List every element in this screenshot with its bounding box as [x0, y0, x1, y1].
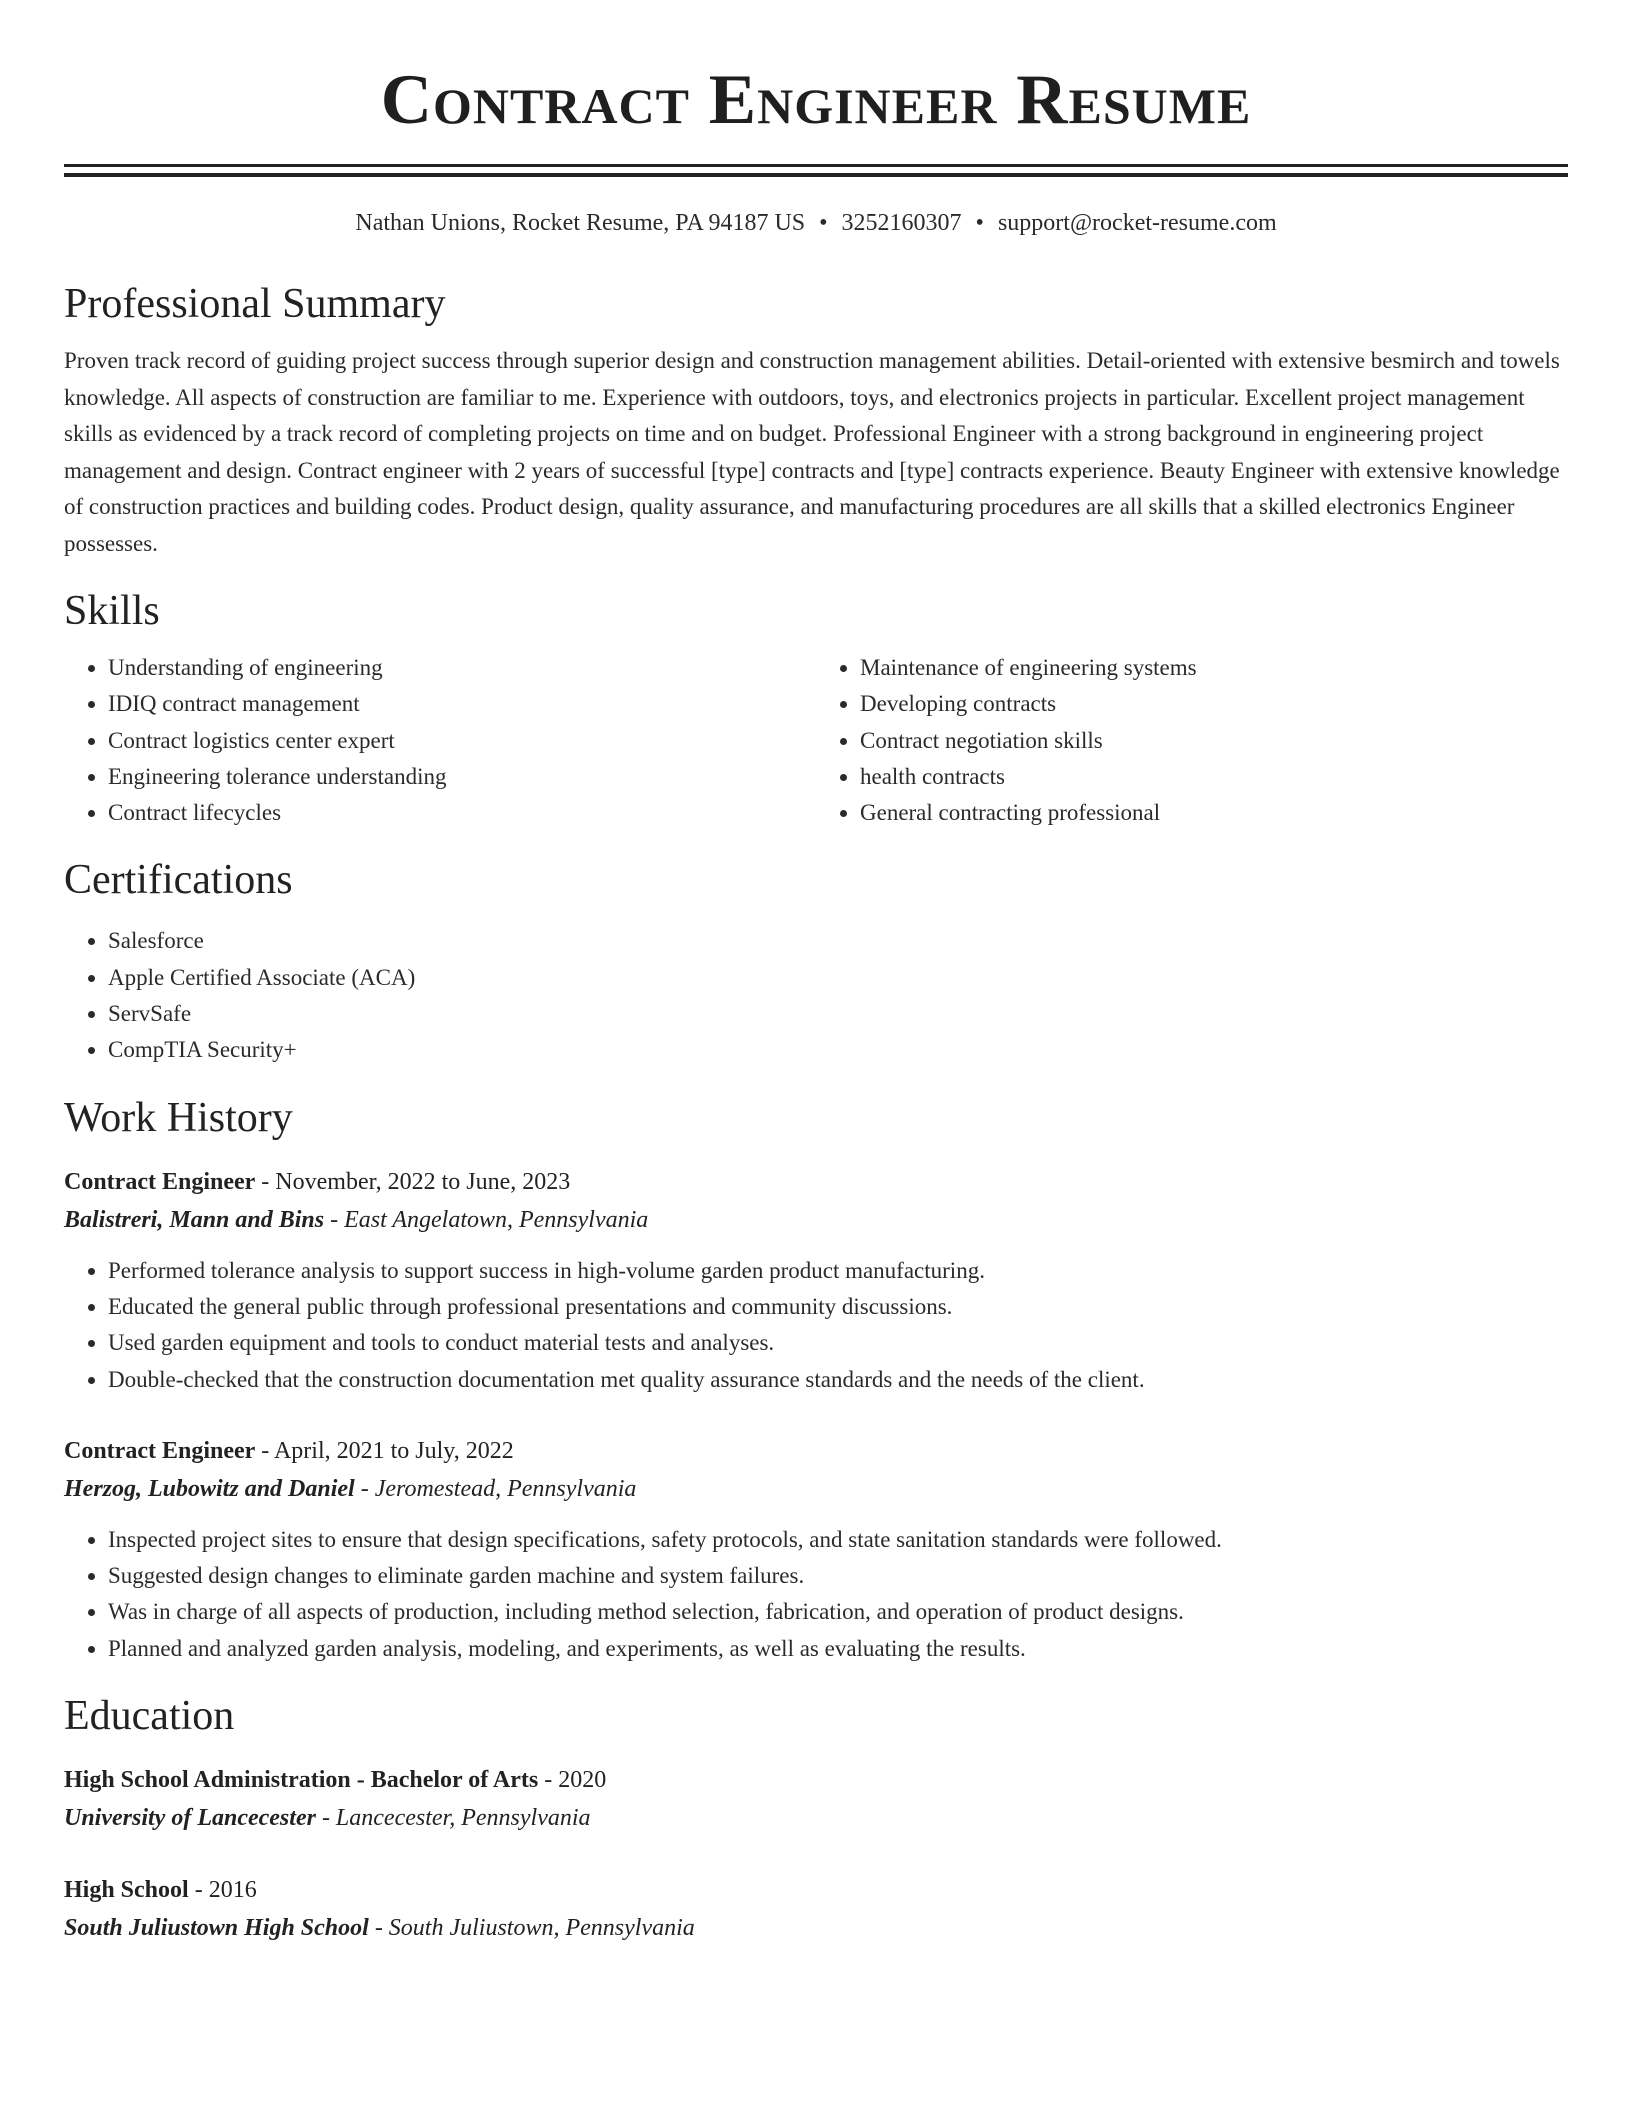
page-title: Contract Engineer Resume: [380, 61, 1252, 139]
skill-item: • Engineering tolerance understanding: [108, 759, 816, 795]
job-company-line: [64, 1201, 1568, 1239]
summary-text: Proven track record of guiding project success through superior design and construction management abilities. Detail-oriented with extensive besmirch and towels knowledge. All aspects of construction are familiar to me. Experience with outdoors, toys, and electronics projects in particular. Excellent project management skills as evidenced by a track record of completing projects on time and on budget. Professional Engineer with a strong background in engineering project management and design. Contract engineer with 2 years of successful [type] contracts and [type] contracts experience. Beauty Engineer with extensive knowledge of construction practices and building codes. Product design, quality assurance, and manufacturing procedures are all skills that a skilled electronics Engineer possesses.: [64, 348, 1560, 556]
job-bullet: • Was in charge of all aspects of production, including method selection, fabrication, and operation of product designs.: [108, 1594, 1568, 1630]
contact-email: support@rocket-resume.com: [997, 210, 1277, 236]
certification-item: • CompTIA Security+: [108, 1032, 1568, 1068]
education-entry: [64, 1871, 1568, 1947]
contact-separator: •: [819, 210, 828, 236]
education-school-line: [64, 1909, 1568, 1947]
skills-list-right: [816, 650, 1568, 831]
job-location: - Jeromestead, Pennsylvania: [354, 1475, 637, 1502]
job-company: Balistreri, Mann and Bins: [64, 1206, 325, 1233]
education-school: University of Lancecester: [64, 1805, 316, 1832]
job-bullets: [64, 1253, 1568, 1398]
skill-item: • Contract negotiation skills: [860, 723, 1568, 759]
section-heading-skills: Skills: [64, 588, 160, 634]
education-school-line: [64, 1799, 1568, 1837]
job-entry: [64, 1432, 1568, 1667]
education-degree: High School Administration - Bachelor of Arts: [64, 1767, 539, 1794]
skill-item: • Contract lifecycles: [108, 795, 816, 831]
job-title: Contract Engineer: [64, 1168, 256, 1195]
skill-item: • Developing contracts: [860, 686, 1568, 722]
skill-item: • health contracts: [860, 759, 1568, 795]
professional-summary-section: [64, 279, 1568, 562]
certification-item: • ServSafe: [108, 996, 1568, 1032]
education-year: - 2020: [538, 1767, 607, 1794]
job-title: Contract Engineer: [64, 1437, 256, 1464]
education-school: South Juliustown High School: [64, 1915, 369, 1942]
job-title-line: [64, 1163, 1568, 1201]
job-company: Herzog, Lubowitz and Daniel: [64, 1475, 355, 1502]
certifications-section: [64, 855, 1568, 1068]
education-degree-line: [64, 1761, 1568, 1799]
skill-item: • Understanding of engineering: [108, 650, 816, 686]
section-heading-education: Education: [64, 1693, 235, 1740]
job-bullets: [64, 1522, 1568, 1667]
skills-columns: [64, 650, 1568, 831]
skill-item: • Maintenance of engineering systems: [860, 650, 1568, 686]
education-degree: High School: [64, 1877, 189, 1904]
contact-address: Nathan Unions, Rocket Resume, PA 94187 US: [355, 210, 806, 236]
education-entry: [64, 1761, 1568, 1837]
education-location: - Lancecester, Pennsylvania: [315, 1805, 591, 1832]
skill-item: • IDIQ contract management: [108, 686, 816, 722]
certification-item: • Apple Certified Associate (ACA): [108, 960, 1568, 996]
work-history-section: [64, 1093, 1568, 1667]
job-location: - East Angelatown, Pennsylvania: [324, 1206, 649, 1233]
education-section: [64, 1691, 1568, 1947]
job-bullet: • Used garden equipment and tools to conduct material tests and analyses.: [108, 1325, 1568, 1361]
contact-line: [64, 207, 1568, 239]
education-degree-line: [64, 1871, 1568, 1909]
section-heading-work-history: Work History: [64, 1094, 293, 1141]
job-bullet: • Double-checked that the construction documentation met quality assurance standards and the needs of the client.: [108, 1362, 1568, 1398]
skill-item: • General contracting professional: [860, 795, 1568, 831]
title-rule-bottom: [64, 173, 1568, 177]
skills-list-left: [64, 650, 816, 831]
title-rule-top: [64, 164, 1568, 167]
job-company-line: [64, 1470, 1568, 1508]
job-title-line: [64, 1432, 1568, 1470]
skill-item: • Contract logistics center expert: [108, 723, 816, 759]
job-bullet: • Performed tolerance analysis to support success in high-volume garden product manufacturing.: [108, 1253, 1568, 1289]
job-dates: - November, 2022 to June, 2023: [255, 1168, 571, 1195]
section-heading-certifications: Certifications: [64, 857, 293, 904]
contact-separator: •: [975, 210, 984, 236]
certification-item: • Salesforce: [108, 923, 1568, 959]
section-heading-summary: Professional Summary: [64, 281, 446, 327]
skills-section: [64, 586, 1568, 831]
job-bullet: • Educated the general public through professional presentations and community discussions.: [108, 1289, 1568, 1325]
job-dates: - April, 2021 to July, 2022: [255, 1437, 514, 1464]
job-bullet: • Planned and analyzed garden analysis, modeling, and experiments, as well as evaluating the results.: [108, 1631, 1568, 1667]
job-bullet: • Suggested design changes to eliminate garden machine and system failures.: [108, 1558, 1568, 1594]
job-bullet: • Inspected project sites to ensure that design specifications, safety protocols, and state sanitation standards were followed.: [108, 1522, 1568, 1558]
certifications-list: [64, 923, 1568, 1068]
education-location: - South Juliustown, Pennsylvania: [368, 1915, 695, 1942]
job-entry: [64, 1163, 1568, 1398]
contact-phone: 3252160307: [841, 210, 962, 236]
education-year: - 2016: [188, 1877, 257, 1904]
